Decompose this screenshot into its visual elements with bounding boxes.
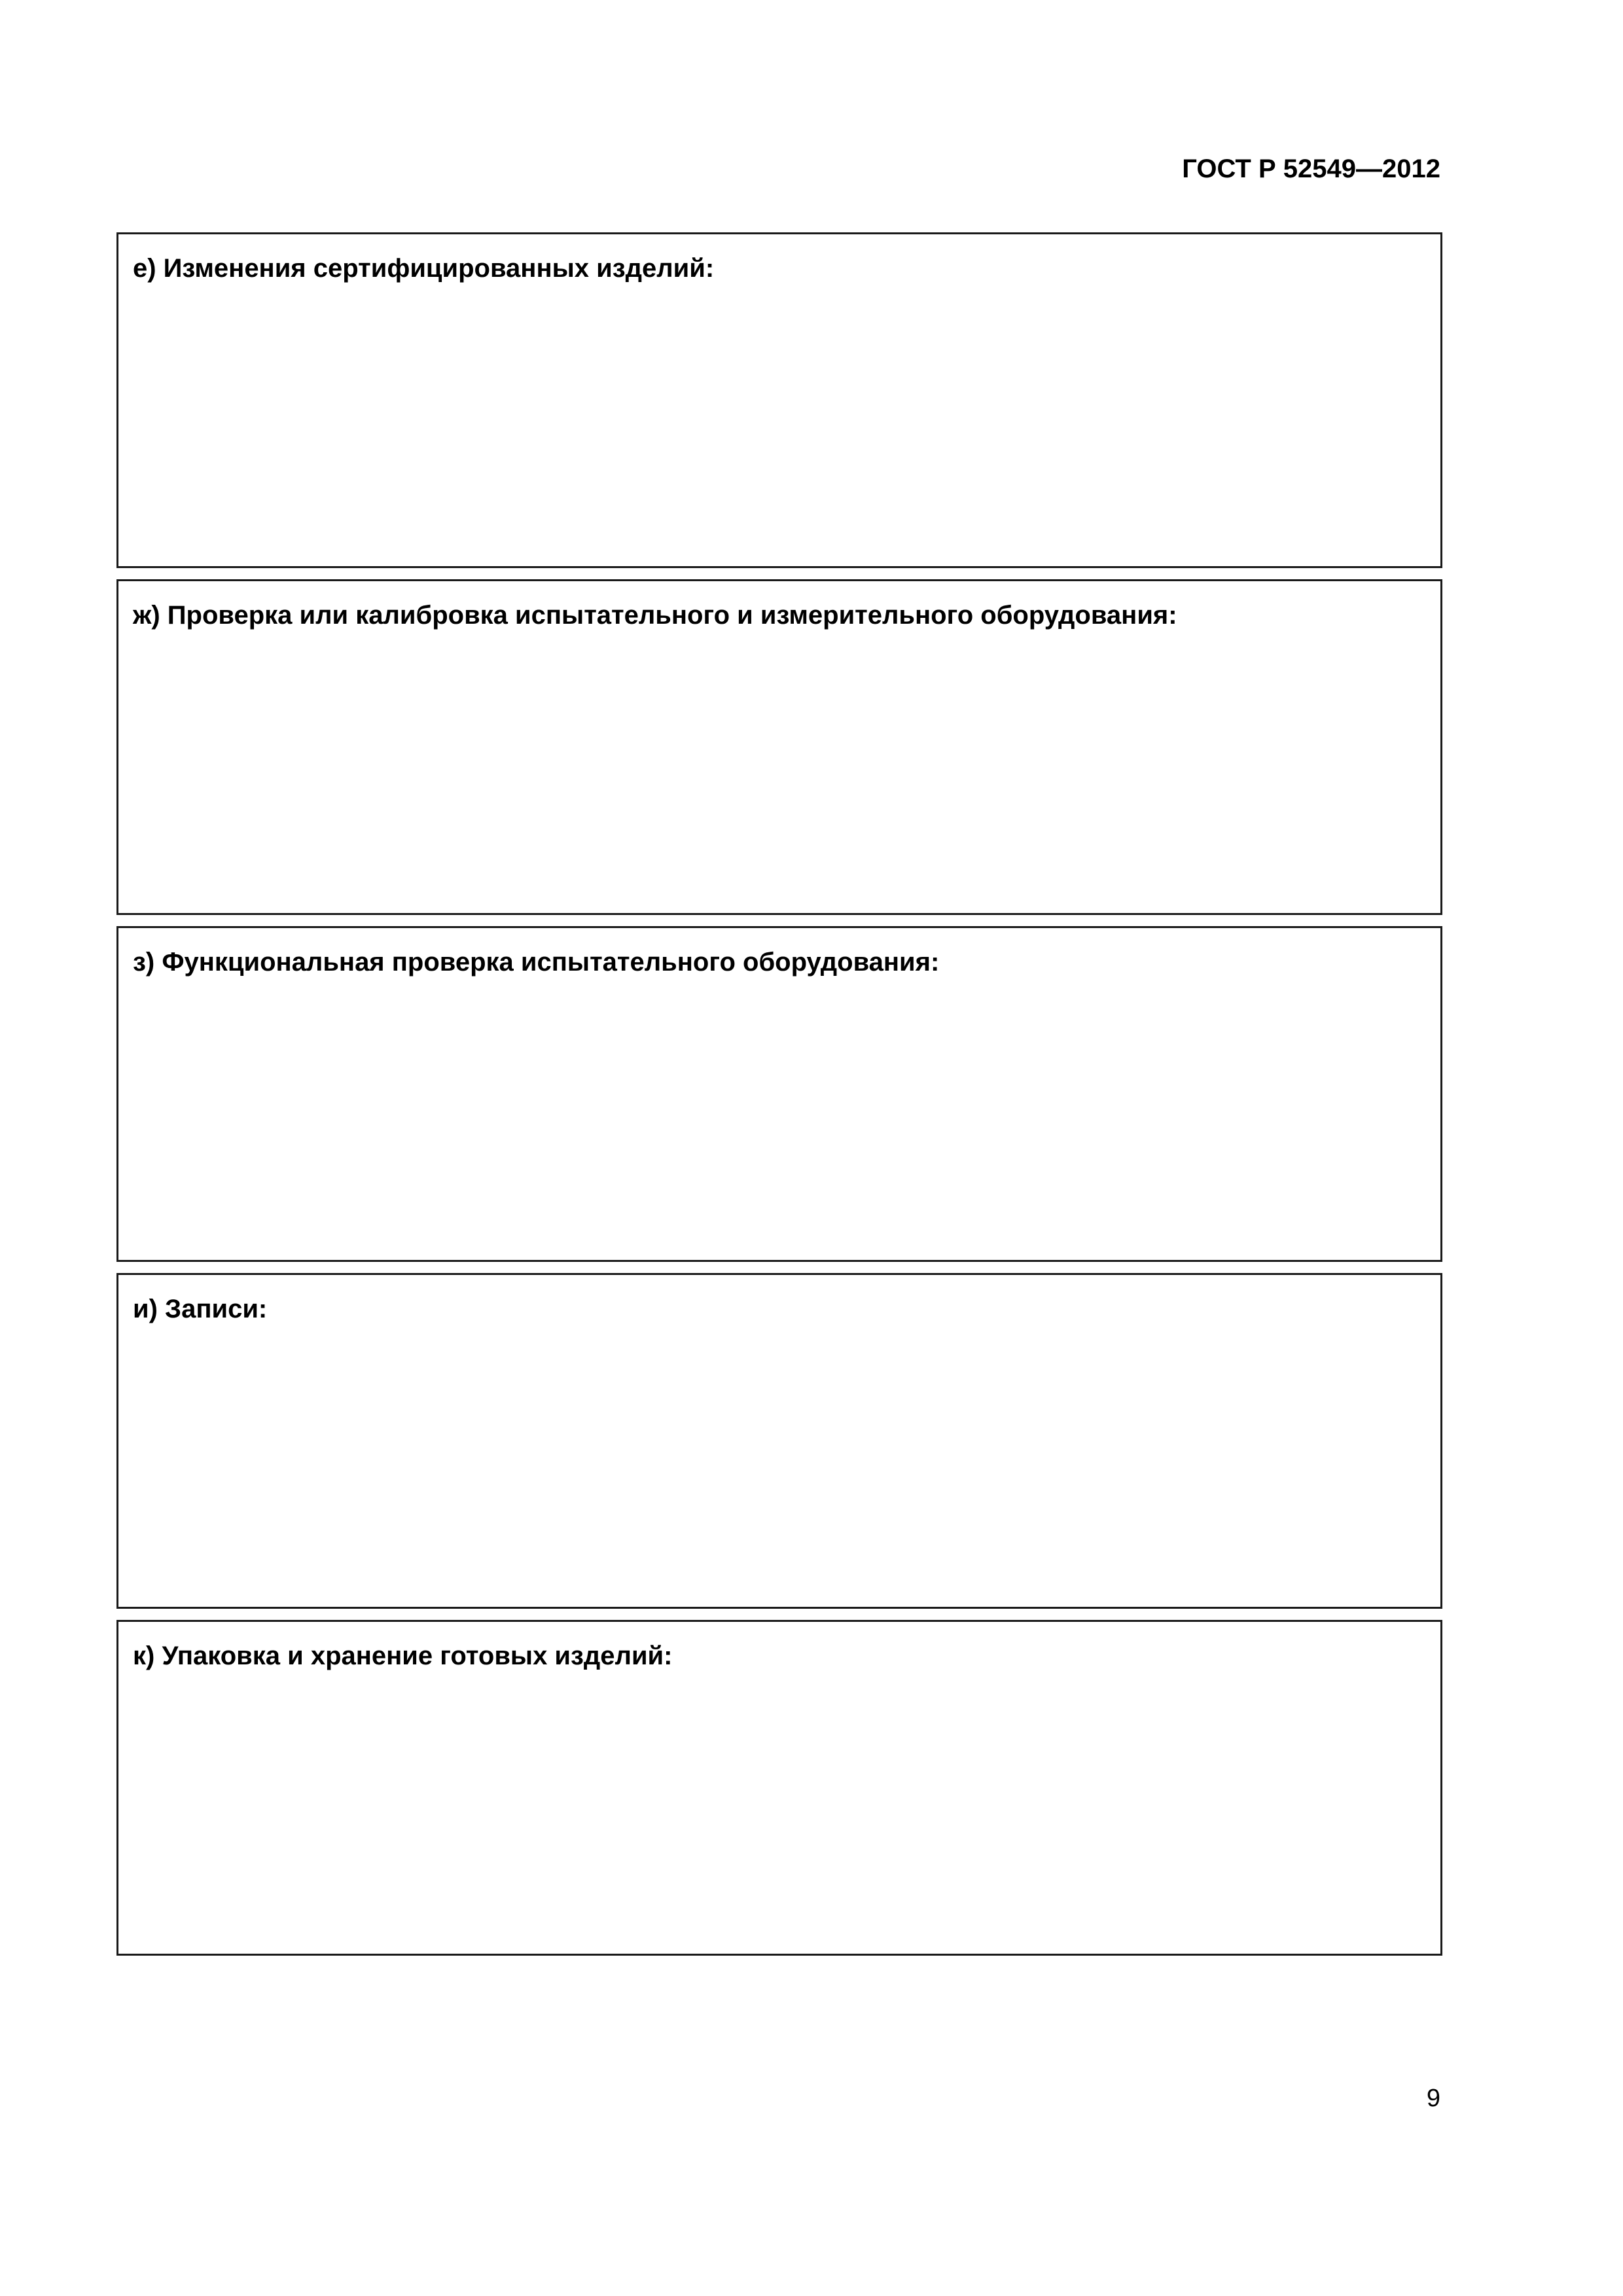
document-header-standard: ГОСТ Р 52549—2012 [1182,154,1440,183]
form-sections [116,232,1442,1967]
section-functional-check[interactable] [116,926,1442,1262]
section-records[interactable] [116,1273,1442,1609]
section-packaging-storage[interactable] [116,1620,1442,1956]
section-title: з) Функциональная проверка испытательного оборудования: [133,948,940,977]
section-title: ж) Проверка или калибровка испытательного и измерительного оборудования: [133,601,1177,630]
section-product-changes[interactable] [116,232,1442,568]
section-title: к) Упаковка и хранение готовых изделий: [133,1641,673,1670]
section-title: и) Записи: [133,1295,268,1323]
section-title: е) Изменения сертифицированных изделий: [133,254,715,283]
page-number: 9 [1426,2085,1440,2112]
section-equipment-calibration[interactable] [116,579,1442,915]
